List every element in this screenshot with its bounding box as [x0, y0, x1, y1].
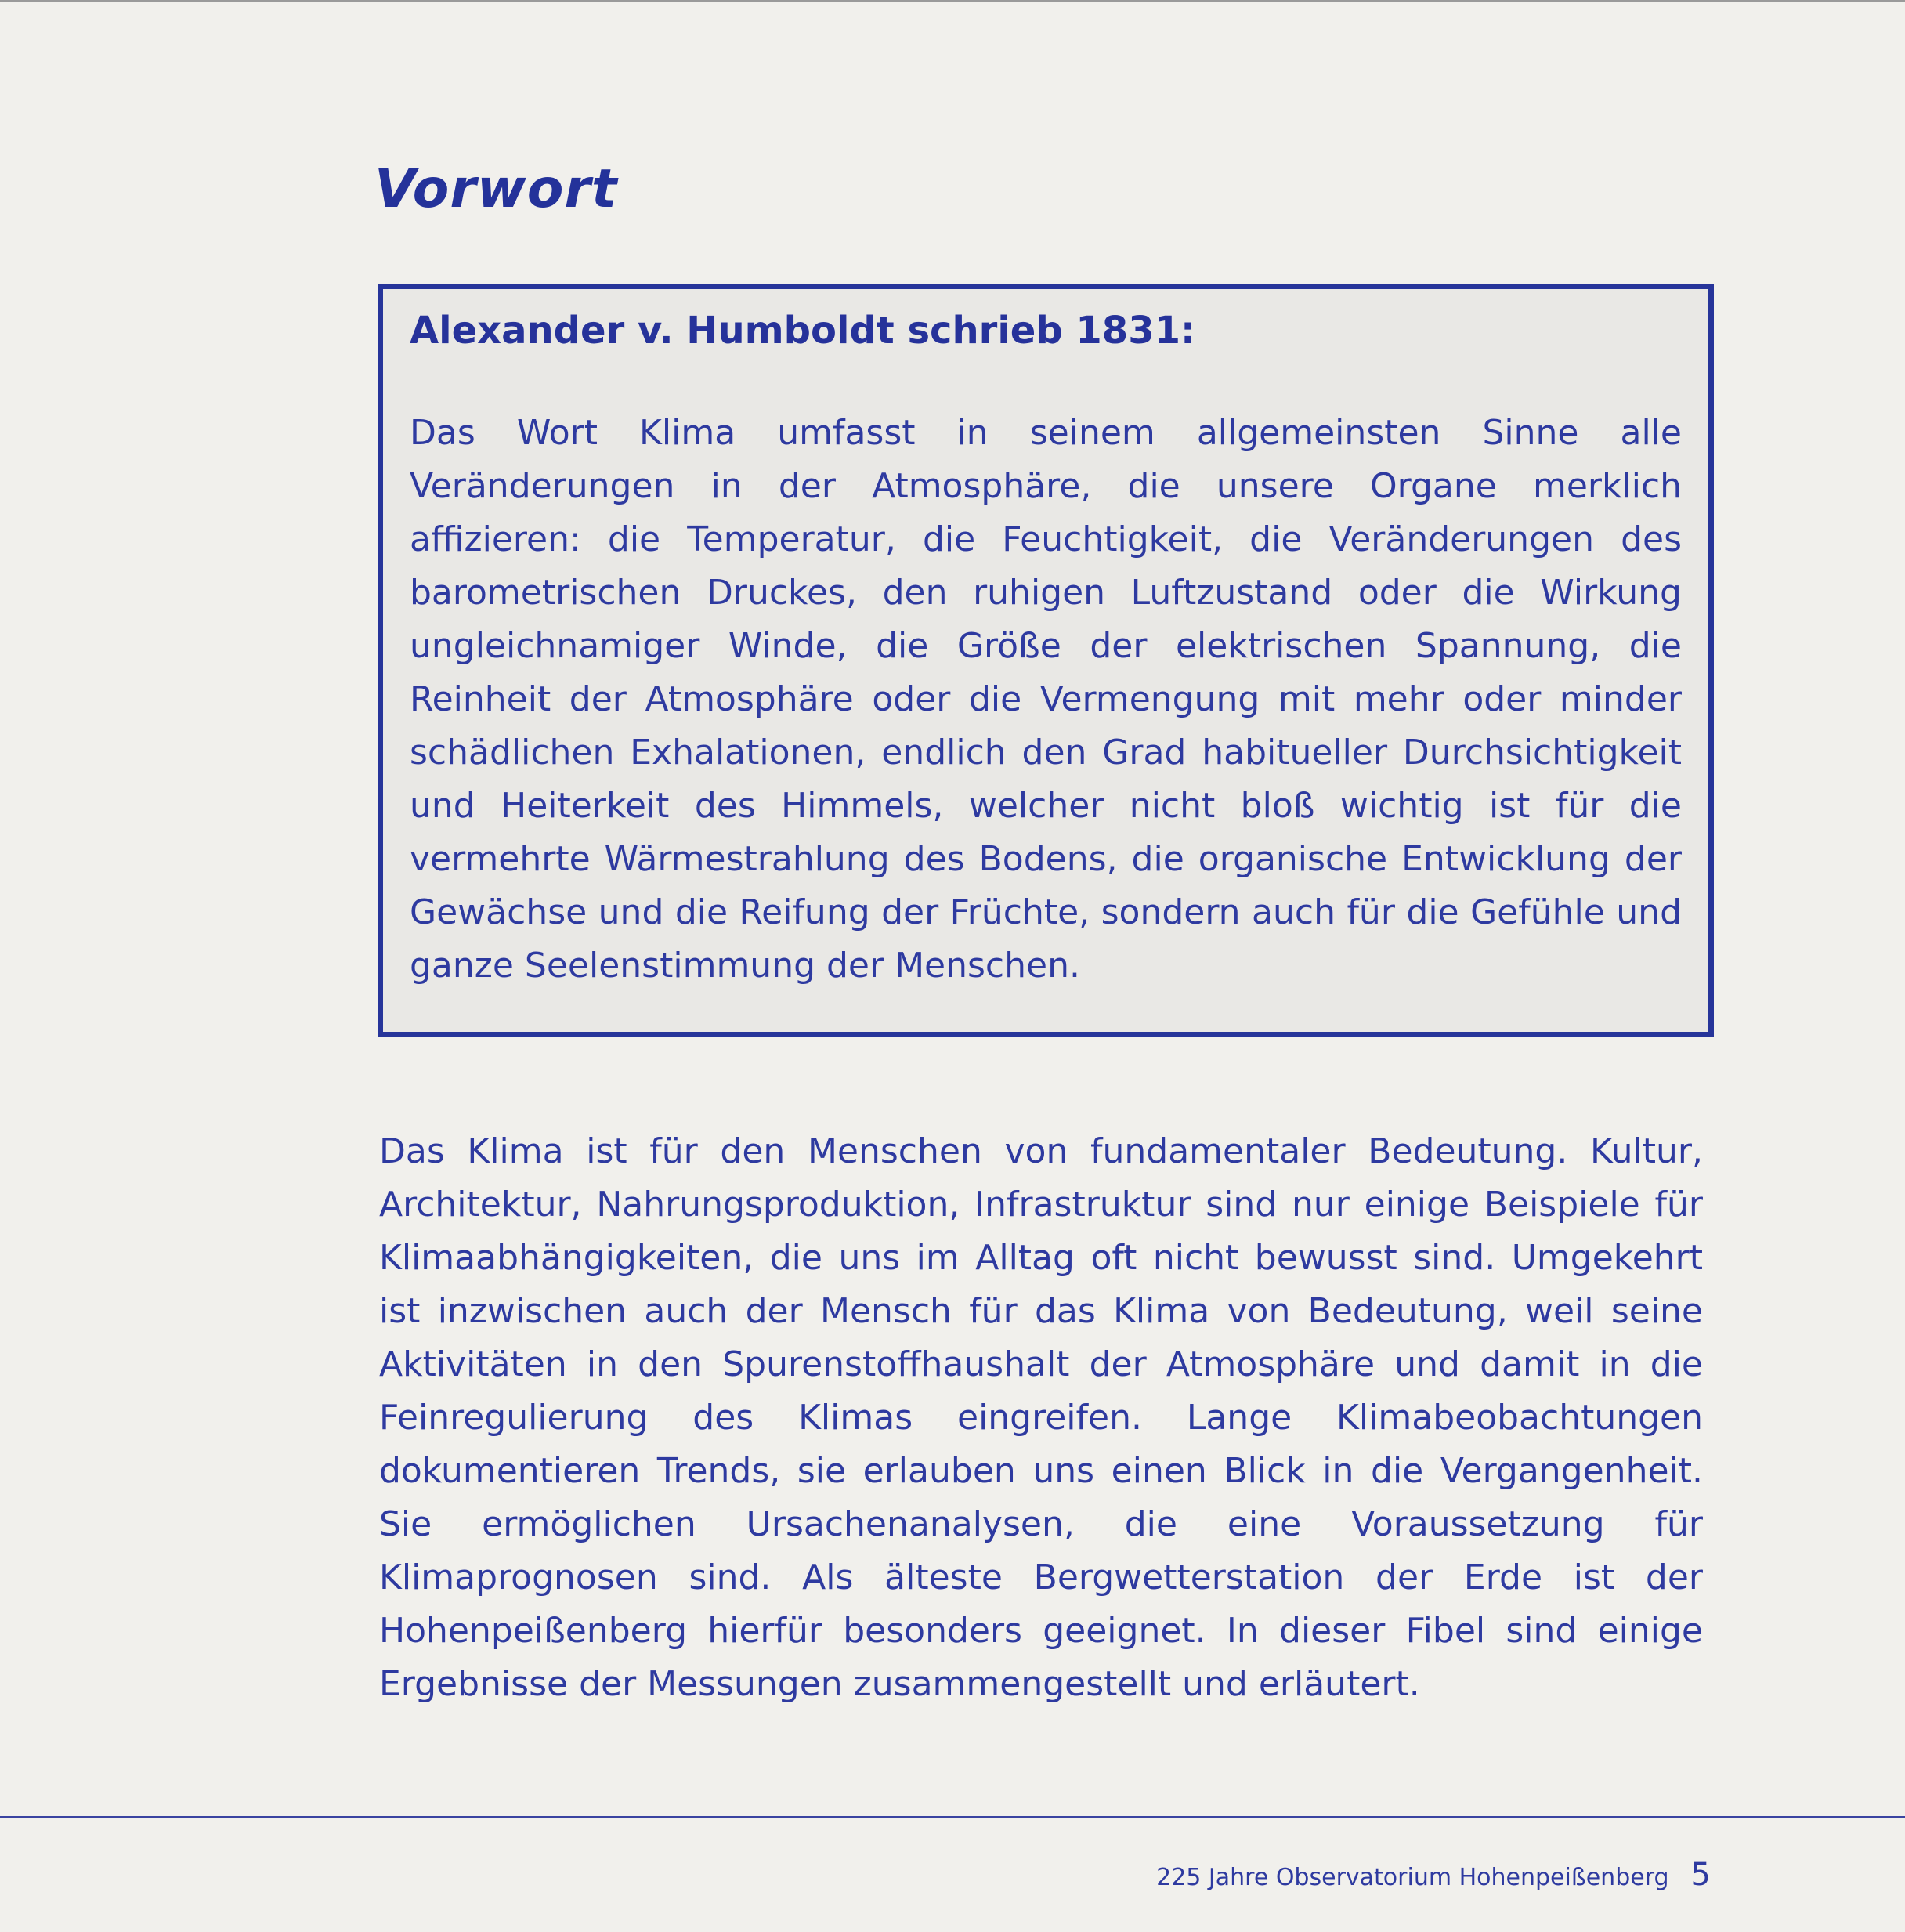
page-footer — [1156, 1857, 1711, 1893]
page-title: Vorwort — [374, 158, 618, 220]
quote-text: Das Wort Klima umfasst in seinem allgemeinsten Sinne alle Veränderungen in der Atmosphäre, die unsere Organe merklich affizieren: die Temperatur, die Feuchtigkeit, die Veränderungen des barometrischen Druckes, den ruhigen Luftzustand oder die Wirkung ungleichnamiger Winde, die Größe der elektrischen Spannung, die Reinheit der Atmosphäre oder die Vermengung mit mehr oder minder schädlichen Exhalationen, endlich den Grad habitueller Durchsichtigkeit und Heiterkeit des Himmels, welcher nicht bloß wichtig ist für die vermehrte Wärmestrahlung des Bodens, die organische Entwicklung der Gewächse und die Reifung der Früchte, sondern auch für die Gefühle und ganze Seelenstimmung der Menschen. — [410, 413, 1682, 986]
page-number: 5 — [1690, 1857, 1711, 1893]
body-paragraph: Das Klima ist für den Menschen von fundamentaler Bedeutung. Kultur, Architektur, Nahrungsproduktion, Infrastruktur sind nur einige Beispiele für Klimaabhängigkeiten, die uns im Alltag oft nicht bewusst sind. Umgekehrt ist inzwischen auch der Mensch für das Klima von Bedeutung, weil seine Aktivitäten in den Spurenstoffhaushalt der Atmosphäre und damit in die Feinregulierung des Klimas eingreifen. Lange Klimabeobachtungen dokumentieren Trends, sie erlauben uns einen Blick in die Vergangenheit. Sie ermöglichen Ursachenanalysen, die eine Voraussetzung für Klimaprognosen sind. Als älteste Bergwetterstation der Erde ist der Hohenpeißenberg hierfür besonders geeignet. In dieser Fibel sind einige Ergebnisse der Messungen zusammengestellt und erläutert. — [379, 1131, 1703, 1704]
quote-heading: Alexander v. Humboldt schrieb 1831: — [410, 309, 1196, 353]
footer-title: 225 Jahre Observatorium Hohenpeißenberg — [1156, 1864, 1669, 1891]
quote-box — [378, 284, 1714, 1037]
footer-divider — [0, 1816, 1905, 1818]
top-edge-divider — [0, 0, 1905, 2]
